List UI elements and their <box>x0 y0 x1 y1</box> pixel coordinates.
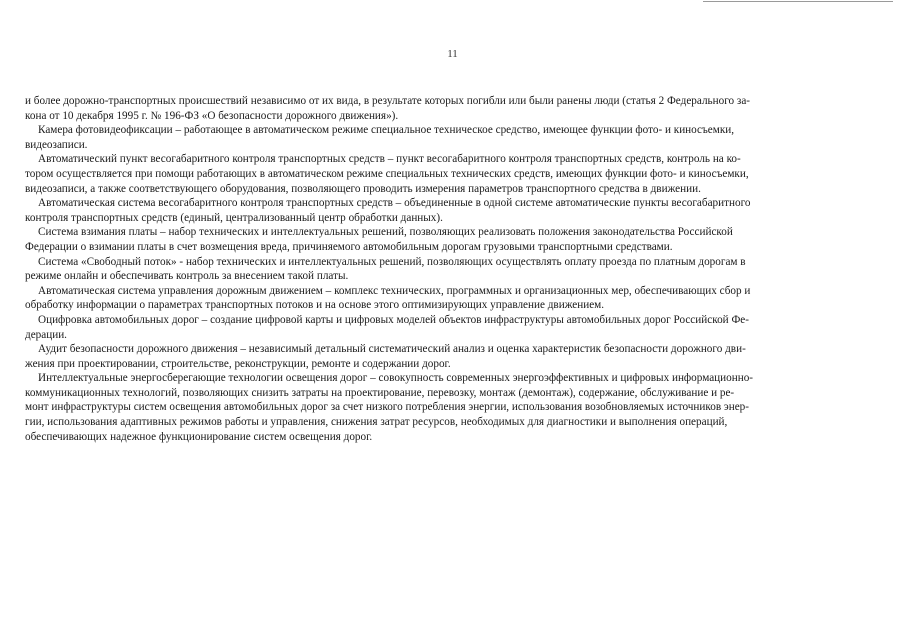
definition-photo-video-camera: Камера фотовидеофиксации – работающее в автоматическом режиме специальное техническое средство, имеющее функции фото- и киносъемки, видеозаписи. <box>25 124 735 151</box>
definition-road-digitization: Оцифровка автомобильных дорог – создание цифровой карты и цифровых моделей объектов инфраструктуры автомобильных дорог Российской Фе- дерации. <box>25 313 749 341</box>
definition-free-flow-system: Система «Свободный поток» - набор технических и интеллектуальных решений, позволяющих осуществлять оплату проезда по платным дорогам в режиме онлайн и обеспечивать контроль за внесением такой платы. <box>25 255 746 283</box>
top-edge-rule <box>703 1 893 2</box>
definition-automatic-weight-control-point: Автоматический пункт весогабаритного контроля транспортных средств – пункт весогабаритного контроля транспортных средств, контроль на ко- тором осуществляется при помощи работающих в автоматическом режиме специальных технических средств, имеющих функции фото- и киносъемки, видеозаписи, а также соответствующего оборудования, позволяющего проводить измерения параметров транспортного средства в движении. <box>25 153 749 195</box>
definition-automatic-weight-control-system: Автоматическая система весогабаритного контроля транспортных средств – объединенные в одной системе автоматические пункты весогабаритного контроля транспортных средств (единый, централизованный центр обработки данных). <box>25 197 751 224</box>
document-body <box>25 94 871 444</box>
definition-toll-system: Система взимания платы – набор технических и интеллектуальных решений, позволяющих реализовать положения законодательства Российской Федерации о взимании платы в счет возмещения вреда, причиняемого автомобильным дорогам грузовыми транспортными средствами. <box>25 226 733 253</box>
definition-smart-lighting-technologies: Интеллектуальные энергосберегающие технологии освещения дорог – совокупность современных энергоэффективных и цифровых информационно- коммуникационных технологий, позволяющих снизить затраты на проектирование, перевозку, монтаж (демонтаж), содержание, обслуживание и ре- монт инфраструктуры систем освещения автомобильных дорог за счет низкого потребления энергии, использования возобновляемых источников энер- гии, использования адаптивных режимов работы и управления, снижения затрат ресурсов, необходимых для диагностики и выполнения операций, обеспечивающих надежное функционирование систем освещения дорог. <box>25 372 754 443</box>
definition-traffic-management-system: Автоматическая система управления дорожным движением – комплекс технических, программных и организационных мер, обеспечивающих сбор и обработку информации о параметрах транспортных потоков и на основе этого оптимизирующих управление движением. <box>25 284 751 312</box>
page-number: 11 <box>447 48 458 60</box>
definition-road-safety-audit: Аудит безопасности дорожного движения – независимый детальный систематический анализ и оценка характеристик безопасности дорожного дви- жения при проектировании, строительстве, реконструкции, ремонте и содержании дорог. <box>25 343 746 370</box>
paragraph-continued-from-previous-page: и более дорожно-транспортных происшествий независимо от их вида, в результате которых погибли или были ранены люди (статья 2 Федерального за- кона от 10 декабря 1995 г. № 196-ФЗ «О безопасности дорожного движения»). <box>25 95 751 122</box>
